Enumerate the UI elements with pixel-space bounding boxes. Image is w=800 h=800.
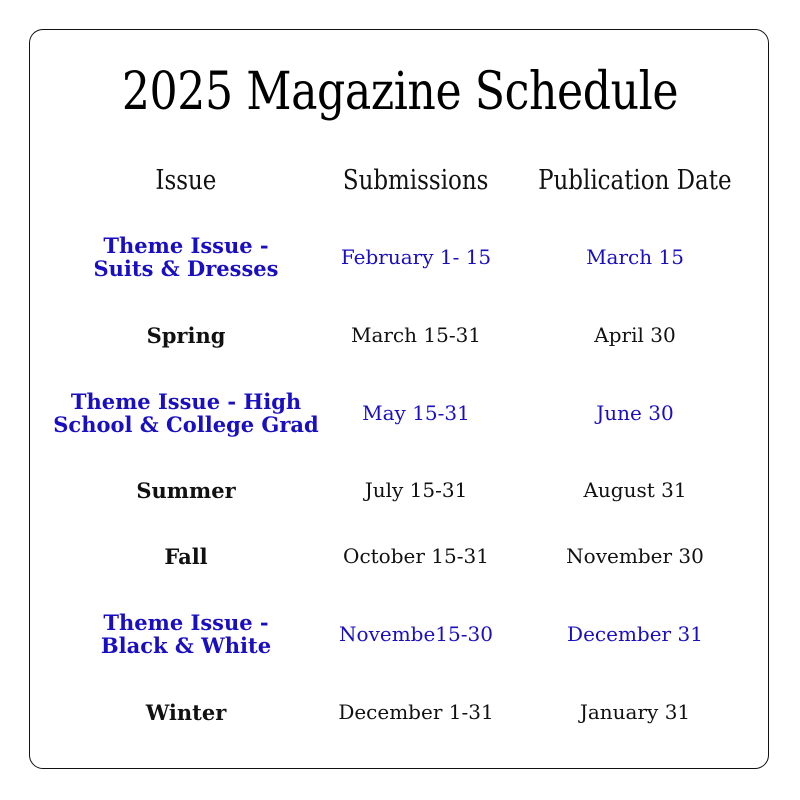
table-row-submissions	[300, 536, 532, 576]
page-title: 2025 Magazine Schedule	[121, 62, 679, 122]
publication-date: January 31	[579, 700, 691, 724]
issue-name-line1: Fall	[164, 543, 208, 569]
table-row-issue	[40, 315, 332, 355]
table-row-submissions	[300, 232, 532, 282]
header-issue	[40, 158, 332, 202]
table-row-publication	[520, 232, 750, 282]
issue-name	[53, 390, 318, 436]
table-row-publication	[520, 692, 750, 732]
publication-date: April 30	[594, 323, 676, 347]
issue-name	[94, 234, 279, 280]
publication-date: August 31	[583, 478, 687, 502]
issue-name-line2: Black & White	[100, 633, 272, 658]
table-row-submissions	[300, 388, 532, 438]
table-row-publication	[520, 388, 750, 438]
issue-name-line1: Theme Issue -	[103, 610, 269, 635]
submissions-date: July 15-31	[364, 478, 468, 502]
issue-name-line2: Suits & Dresses	[93, 256, 279, 281]
submissions-date: December 1-31	[338, 700, 494, 724]
issue-name	[147, 324, 226, 347]
submissions-date: March 15-31	[350, 323, 482, 347]
header-submissions	[300, 158, 532, 202]
issue-name	[146, 701, 227, 724]
table-row-publication	[520, 609, 750, 659]
table-row-publication	[520, 470, 750, 510]
submissions-date: Novembe15-30	[339, 622, 493, 646]
table-row-publication	[520, 536, 750, 576]
header-publication-date	[520, 158, 750, 202]
table-row-publication	[520, 315, 750, 355]
submissions-date: February 1- 15	[340, 245, 492, 269]
issue-name-line1: Theme Issue - High	[70, 389, 302, 414]
issue-name-line1: Spring	[146, 322, 226, 348]
publication-date: November 30	[566, 544, 704, 568]
publication-date: March 15	[586, 245, 684, 269]
issue-name-line1: Summer	[136, 477, 236, 503]
table-row-submissions	[300, 470, 532, 510]
table-row-submissions	[300, 692, 532, 732]
table-row-issue	[40, 609, 332, 659]
header-issue-label: Issue	[155, 164, 217, 196]
table-row-issue	[40, 536, 332, 576]
issue-name-line1: Theme Issue -	[103, 233, 269, 258]
publication-date: December 31	[567, 622, 703, 646]
table-row-submissions	[300, 315, 532, 355]
table-row-issue	[40, 388, 332, 438]
table-row-issue	[40, 232, 332, 282]
issue-name-line1: Winter	[145, 699, 227, 725]
table-row-issue	[40, 470, 332, 510]
header-publication-date-label: Publication Date	[538, 164, 732, 196]
issue-name	[164, 545, 207, 568]
table-row-issue	[40, 692, 332, 732]
submissions-date: May 15-31	[362, 401, 470, 425]
submissions-date: October 15-31	[343, 544, 489, 568]
header-submissions-label: Submissions	[343, 164, 489, 196]
table-row-submissions	[300, 609, 532, 659]
issue-name	[136, 479, 235, 502]
issue-name-line2: School & College Grad	[53, 412, 319, 437]
issue-name	[101, 611, 271, 657]
publication-date: June 30	[596, 401, 674, 425]
